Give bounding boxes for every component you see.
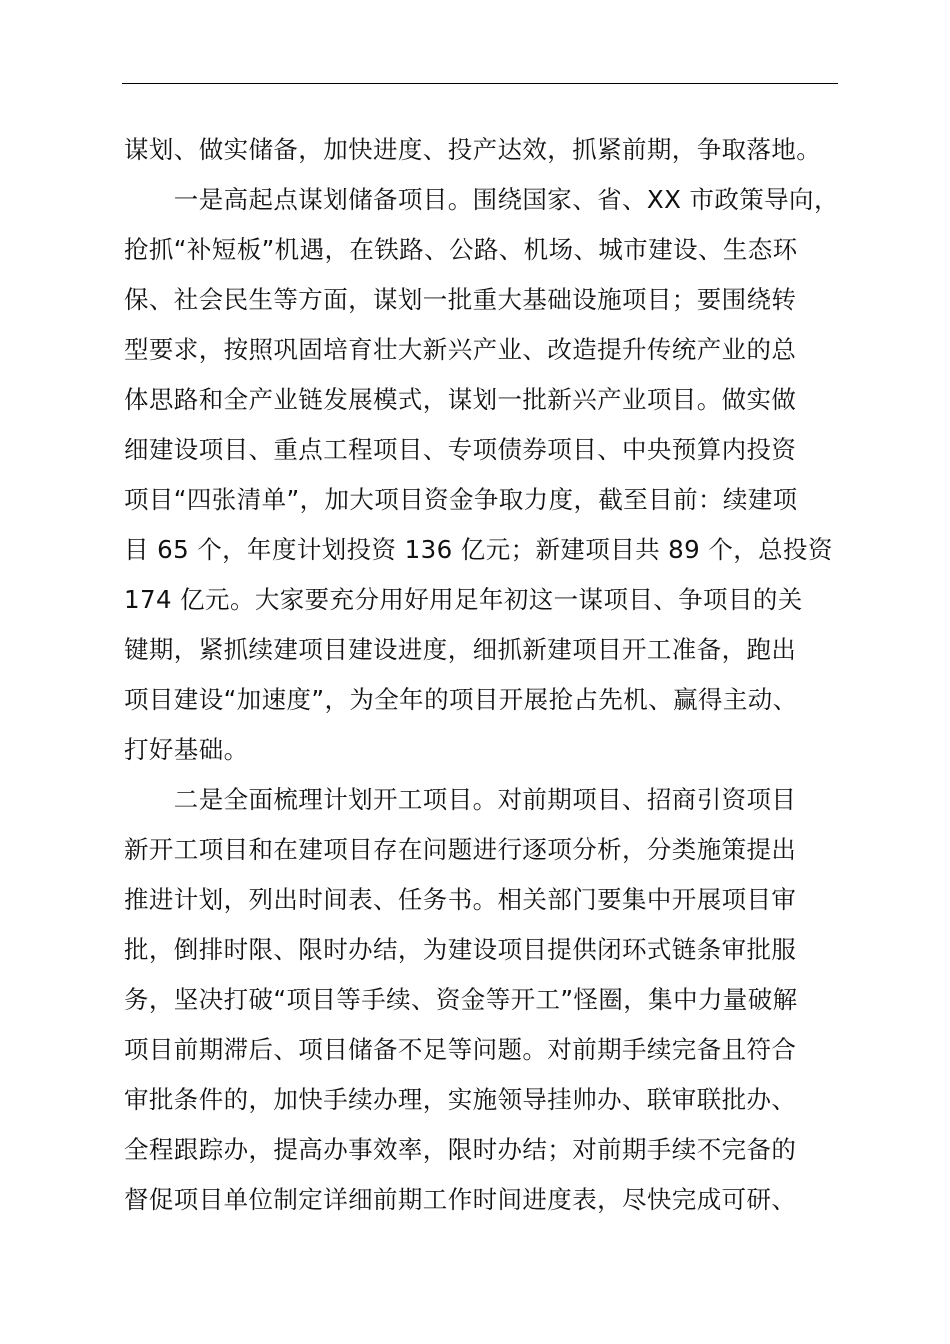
text-line: 键期，紧抓续建项目建设进度，细抓新建项目开工准备，跑出 bbox=[124, 635, 797, 664]
text-line: 督促项目单位制定详细前期工作时间进度表，尽快完成可研、 bbox=[124, 1185, 797, 1214]
text-line: 目 65 个，年度计划投资 136 亿元；新建项目共 89 个，总投资 bbox=[124, 535, 833, 564]
text-line: 项目前期滞后、项目储备不足等问题。对前期手续完备且符合 bbox=[124, 1035, 797, 1064]
text-line: 型要求，按照巩固培育壮大新兴产业、改造提升传统产业的总 bbox=[124, 335, 797, 364]
text-line: 新开工项目和在建项目存在问题进行逐项分析，分类施策提出 bbox=[124, 835, 797, 864]
text-line: 抢抓“补短板”机遇，在铁路、公路、机场、城市建设、生态环 bbox=[124, 235, 798, 264]
text-line: 务，坚决打破“项目等手续、资金等开工”怪圈，集中力量破解 bbox=[124, 985, 798, 1014]
text-line: 保、社会民生等方面，谋划一批重大基础设施项目；要围绕转 bbox=[124, 285, 797, 314]
text-line: 谋划、做实储备，加快进度、投产达效，抓紧前期，争取落地。 bbox=[124, 135, 822, 164]
text-line: 审批条件的，加快手续办理，实施领导挂帅办、联审联批办、 bbox=[124, 1085, 797, 1114]
text-line: 全程跟踪办，提高办事效率，限时办结；对前期手续不完备的 bbox=[124, 1135, 797, 1164]
text-line: 174 亿元。大家要充分用好用足年初这一谋项目、争项目的关 bbox=[124, 585, 803, 614]
text-line: 细建设项目、重点工程项目、专项债券项目、中央预算内投资 bbox=[124, 435, 797, 464]
text-line: 打好基础。 bbox=[124, 735, 249, 764]
text-line: 推进计划，列出时间表、任务书。相关部门要集中开展项目审 bbox=[124, 885, 797, 914]
text-line: 体思路和全产业链发展模式，谋划一批新兴产业项目。做实做 bbox=[124, 385, 797, 414]
paragraph-start-line: 一是高起点谋划储备项目。围绕国家、省、XX 市政策导向， bbox=[124, 185, 839, 214]
text-line: 项目建设“加速度”，为全年的项目开展抢占先机、赢得主动、 bbox=[124, 685, 798, 714]
text-line: 批，倒排时限、限时办结，为建设项目提供闭环式链条审批服 bbox=[124, 935, 797, 964]
header-rule bbox=[122, 83, 838, 84]
paragraph-start-line: 二是全面梳理计划开工项目。对前期项目、招商引资项目 bbox=[124, 785, 797, 814]
text-line: 项目“四张清单”，加大项目资金争取力度，截至目前：续建项 bbox=[124, 485, 798, 514]
document-body bbox=[124, 125, 844, 1225]
